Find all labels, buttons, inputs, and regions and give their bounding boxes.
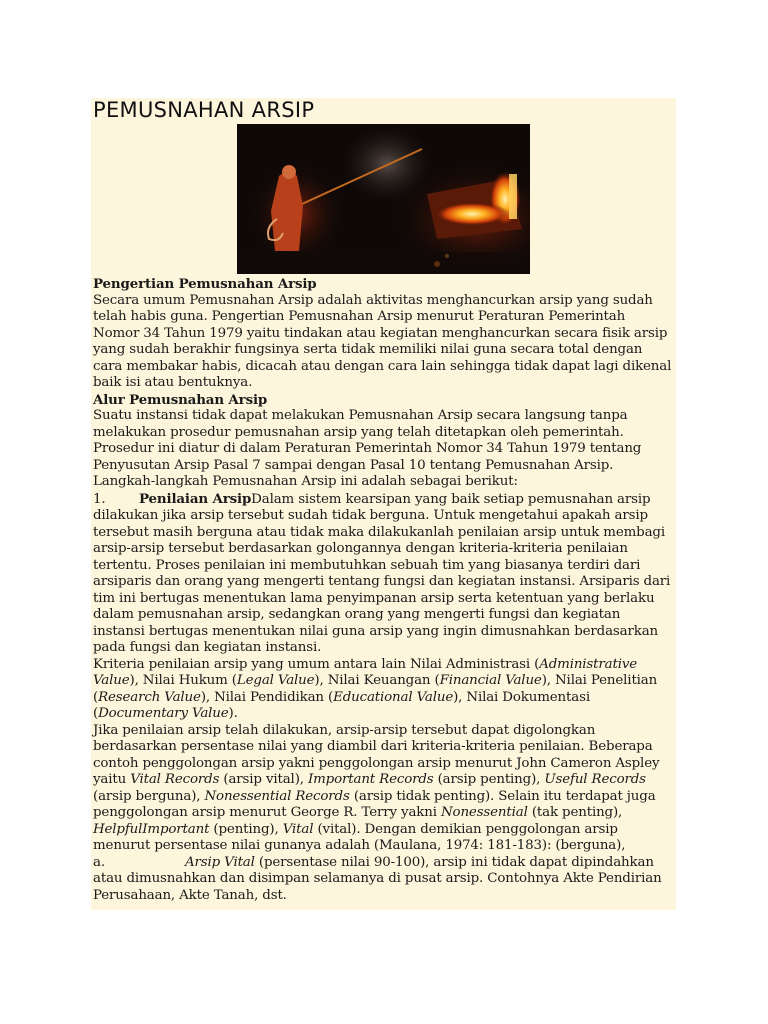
paragraph-golongan [93, 723, 675, 855]
paragraph-alur-2: Prosedur ini diatur di dalam Peraturan Pemerintah Nomor 34 Tahun 1979 tentang Penyusutan Arsip Pasal 7 sampai dengan Pasal 10 tentang Pemusnahan Arsip. [93, 441, 642, 473]
document-page [91, 98, 676, 910]
heading-alur: Alur Pemusnahan Arsip [93, 391, 268, 408]
item-a-text: (persentase nilai 90-100), arsip ini tidak dapat dipindahkan atau dimusnahkan dan disimpan selamanya di pusat arsip. Contohnya Akte Pendirian Perusahaan, Akte Tanah, dst. [93, 854, 662, 903]
text-span: (vital). Dengan demikian penggolongan arsip menurut persentase nilai gunanya adalah (Maulana, 1974: 181-183): (berguna), [93, 821, 626, 853]
text-span: ), Nilai Dokumentasi ( [93, 689, 590, 721]
text-span: (tak penting), [527, 805, 623, 820]
text-span: (arsip vital), [219, 772, 308, 787]
text-span: ), Nilai Pendidikan ( [200, 689, 334, 705]
term-helpful-important: HelpfulImportant [93, 821, 210, 837]
text-span: (arsip berguna), [93, 788, 205, 804]
item-a-paragraph [93, 855, 675, 905]
paragraph-pengertian: Secara umum Pemusnahan Arsip adalah aktivitas menghancurkan arsip yang sudah telah habis guna. Pengertian Pemusnahan Arsip menurut Peraturan Pemerintah Nomor 34 Tahun 1979 yaitu tindakan atau kegiatan menghancurkan secara fisik arsip yang sudah berakhir fungsinya serta tidak memiliki nilai guna secara total dengan cara membakar habis, dicacah atau dengan cara lain sehingga tidak dapat lagi dikenal baik isi atau bentuknya. [93, 292, 672, 390]
heading-pengertian: Pengertian Pemusnahan Arsip [93, 276, 317, 292]
text-span: ), Nilai Hukum ( [129, 673, 237, 688]
text-span: ), Nilai Penelitian ( [93, 673, 658, 705]
term-legal-value: Legal Value [236, 673, 315, 688]
text-span: (penting), [209, 821, 283, 837]
term-useful-records: Useful Records [544, 772, 646, 787]
term-educational-value: Educational Value [333, 689, 454, 705]
term-documentary-value: Documentary Value [98, 706, 229, 721]
burning-archive-photo [237, 124, 530, 274]
text-span: (arsip penting), [433, 772, 545, 787]
term-vital-records: Vital Records [130, 772, 220, 787]
item-a-title: Arsip Vital [185, 854, 255, 870]
step-1-text: Dalam sistem kearsipan yang baik setiap pemusnahan arsip dilakukan jika arsip tersebut sudah tidak berguna. Untuk mengetahui apakah arsip tersebut masih berguna atau tidak maka dilakukanlah penilaian arsip untuk membagi arsip-arsip tersebut berdasarkan golongannya dengan kriteria-kriteria penilaian tertentu. Proses penilaian ini membutuhkan sebuah tim yang biasanya terdiri dari arsiparis dan orang yang mengerti tentang fungsi dan kegiatan instansi. Arsiparis dari tim ini bertugas menentukan lama penyimpanan arsip serta ketentuan yang berlaku dalam pemusnahan arsip, sedangkan orang yang mengerti fungsi dan kegiatan instansi bertugas menentukan nilai guna arsip yang ingin dimusnahkan berdasarkan pada fungsi dan kegiatan instansi. [93, 491, 671, 655]
paragraph-kriteria [93, 657, 675, 723]
paragraph-alur-1: Suatu instansi tidak dapat melakukan Pemusnahan Arsip secara langsung tanpa melakukan prosedur pemusnahan arsip yang telah ditetapkan oleh pemerintah. [93, 408, 628, 440]
term-nonessential-records: Nonessential Records [204, 788, 350, 804]
text-span: (arsip tidak penting). Selain itu terdapat juga penggolongan arsip menurut George R. Terry yakni [93, 788, 656, 820]
term-nonessential: Nonessential [440, 805, 528, 820]
term-important-records: Important Records [307, 772, 434, 787]
step-1-title: Penilaian Arsip [139, 490, 252, 507]
paragraph-alur-3: Langkah-langkah Pemusnahan Arsip ini adalah sebagai berikut: [93, 474, 518, 489]
term-research-value: Research Value [98, 689, 201, 705]
document-body [93, 276, 675, 904]
document-title: PEMUSNAHAN ARSIP [93, 98, 315, 122]
step-1-paragraph [93, 491, 675, 657]
item-a-marker: a. [93, 854, 105, 870]
text-span: ). [228, 706, 238, 721]
text-span: ), Nilai Keuangan ( [314, 673, 440, 688]
text-span: Kriteria penilaian arsip yang umum antara lain Nilai Administrasi ( [93, 656, 540, 672]
term-vital: Vital [282, 821, 314, 837]
term-administrative-value: Administrative Value [93, 656, 638, 688]
step-1-number: 1. [93, 491, 106, 507]
furnace-worker-image [237, 124, 530, 274]
text-span: Jika penilaian arsip telah dilakukan, arsip-arsip tersebut dapat digolongkan berdasarkan persentase nilai yang diambil dari kriteria-kriteria penilaian. Beberapa contoh penggolongan arsip yakni penggolongan arsip menurut John Cameron Aspley yaitu [93, 722, 660, 787]
term-financial-value: Financial Value [439, 673, 542, 688]
